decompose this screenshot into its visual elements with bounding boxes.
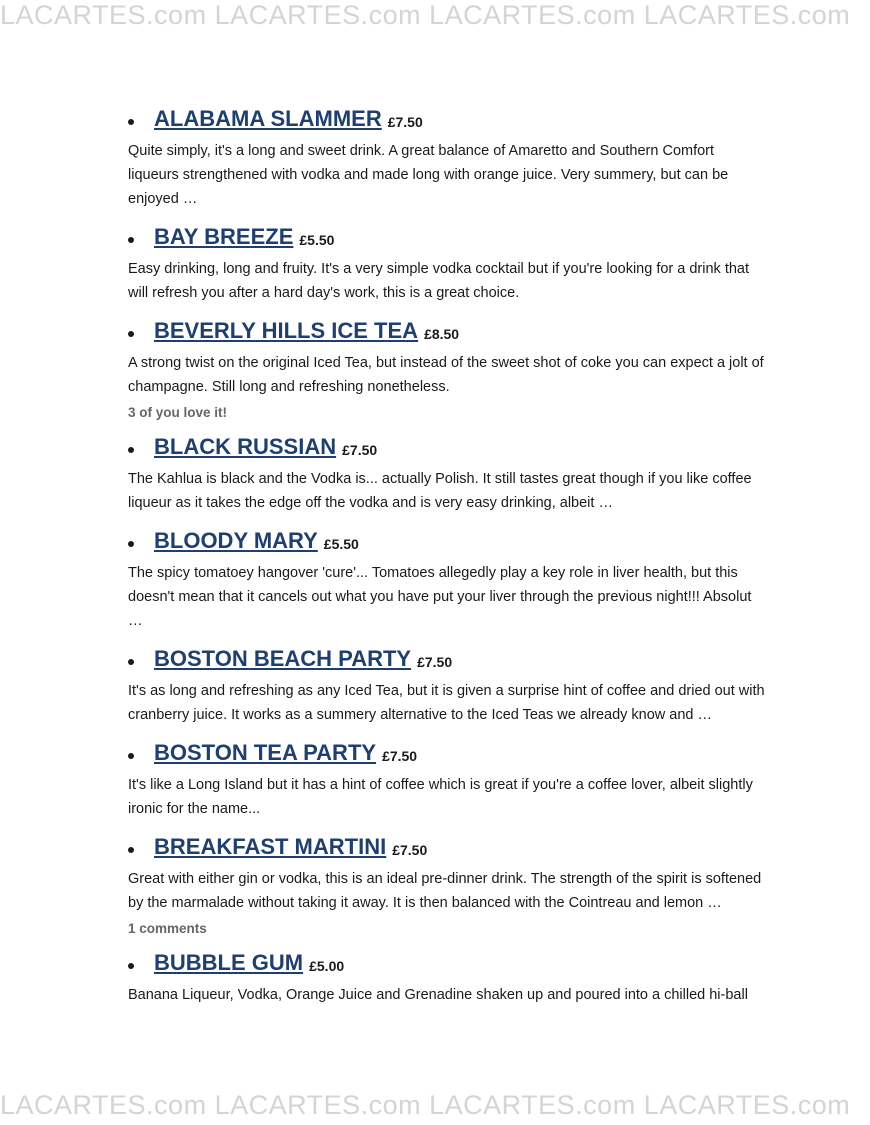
bullet-icon: [128, 331, 134, 337]
menu-item-love-count-link[interactable]: 3 of you love it!: [128, 405, 228, 420]
menu-item-price: £8.50: [424, 326, 460, 342]
menu-item-header: [128, 101, 768, 131]
menu-item-description: A strong twist on the original Iced Tea, but instead of the sweet shot of coke you can expect a jolt of champagne. Still long and refreshing nonetheless.: [128, 355, 764, 395]
menu-item-header: [128, 313, 768, 343]
menu-item-description: Great with either gin or vodka, this is an ideal pre-dinner drink. The strength of the spirit is softened by the marmalade without taking it away. It is then balanced with the Cointreau and lemon …: [128, 871, 762, 911]
menu-item-name-link[interactable]: BOSTON TEA PARTY: [154, 740, 377, 765]
menu-item: [128, 641, 768, 727]
menu-item-description: The Kahlua is black and the Vodka is... actually Polish. It still tastes great though if you like coffee liqueur as it takes the edge off the vodka and is very easy drinking, albeit …: [128, 471, 752, 511]
menu-item-description: It's like a Long Island but it has a hint of coffee which is great if you're a coffee lover, albeit slightly ironic for the name...: [128, 777, 753, 817]
menu-item: [128, 219, 768, 305]
menu-item-header: [128, 735, 768, 765]
menu-item: [128, 523, 768, 633]
menu-item-price: £7.50: [387, 114, 423, 130]
watermark-bottom: LACARTES.com LACARTES.com LACARTES.com LACARTES.com: [0, 1090, 851, 1120]
watermark-top: LACARTES.com LACARTES.com LACARTES.com LACARTES.com: [0, 0, 851, 30]
bullet-icon: [128, 659, 134, 665]
bullet-icon: [128, 847, 134, 853]
menu-item-price: £7.50: [417, 654, 453, 670]
menu-item-price: £5.50: [323, 536, 359, 552]
menu-item-name-link[interactable]: BLACK RUSSIAN: [154, 434, 337, 459]
drinks-menu-list: [128, 101, 768, 1015]
menu-item-description: The spicy tomatoey hangover 'cure'... Tomatoes allegedly play a key role in liver health, but this doesn't mean that it cancels out what you have put your liver through the previous night!!! Absolut …: [128, 565, 752, 629]
menu-item-name-link[interactable]: BUBBLE GUM: [154, 950, 304, 975]
bullet-icon: [128, 119, 134, 125]
menu-item-price: £7.50: [382, 748, 418, 764]
menu-item-name-link[interactable]: BAY BREEZE: [154, 224, 294, 249]
menu-item-description: Quite simply, it's a long and sweet drink. A great balance of Amaretto and Southern Comfort liqueurs strengthened with vodka and made long with orange juice. Very summery, but can be enjoyed …: [128, 143, 729, 207]
menu-item-header: [128, 219, 768, 249]
menu-item-description: Banana Liqueur, Vodka, Orange Juice and Grenadine shaken up and poured into a chilled hi-ball: [128, 987, 748, 1003]
menu-item-description: Easy drinking, long and fruity. It's a very simple vodka cocktail but if you're looking for a drink that will refresh you after a hard day's work, this is a great choice.: [128, 261, 750, 301]
menu-item-header: [128, 523, 768, 553]
bullet-icon: [128, 753, 134, 759]
menu-item-name-link[interactable]: BLOODY MARY: [154, 528, 318, 553]
menu-item-comments-link[interactable]: 1 comments: [128, 921, 207, 936]
menu-item-header: [128, 641, 768, 671]
menu-item: [128, 829, 768, 939]
menu-item-name-link[interactable]: ALABAMA SLAMMER: [154, 106, 382, 131]
menu-item-price: £7.50: [392, 842, 428, 858]
menu-item-name-link[interactable]: BREAKFAST MARTINI: [154, 834, 387, 859]
menu-item-price: £7.50: [342, 442, 378, 458]
menu-item: [128, 101, 768, 211]
menu-item: [128, 735, 768, 821]
menu-item-description: It's as long and refreshing as any Iced Tea, but it is given a surprise hint of coffee and dried out with cranberry juice. It works as a summery alternative to the Iced Teas we already know and …: [128, 683, 765, 723]
bullet-icon: [128, 447, 134, 453]
bullet-icon: [128, 237, 134, 243]
menu-item-price: £5.00: [309, 958, 345, 974]
bullet-icon: [128, 541, 134, 547]
menu-item-name-link[interactable]: BEVERLY HILLS ICE TEA: [154, 318, 419, 343]
menu-item: [128, 945, 768, 1007]
menu-item: [128, 313, 768, 423]
menu-item-header: [128, 945, 768, 975]
menu-item: [128, 429, 768, 515]
menu-item-header: [128, 829, 768, 859]
menu-item-header: [128, 429, 768, 459]
menu-item-name-link[interactable]: BOSTON BEACH PARTY: [154, 646, 412, 671]
bullet-icon: [128, 963, 134, 969]
menu-item-price: £5.50: [299, 232, 335, 248]
